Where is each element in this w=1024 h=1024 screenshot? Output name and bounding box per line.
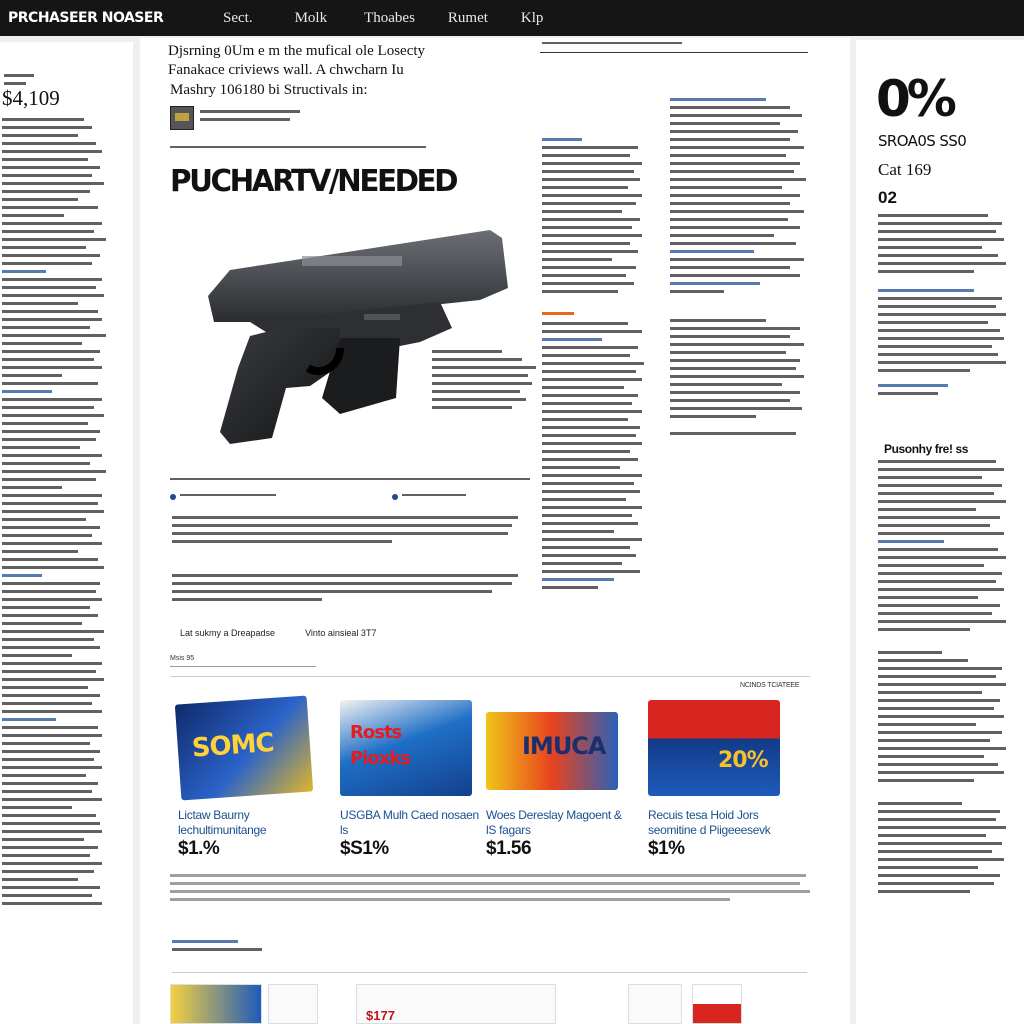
ad-price: $177 (366, 1008, 395, 1023)
promo-percent[interactable]: 0% (876, 70, 953, 128)
left-body-text (2, 118, 110, 910)
article-tags (180, 628, 376, 638)
product-art-text: 20% (718, 748, 768, 773)
article-tag[interactable]: Lat sukmy a Dreapadse (180, 628, 276, 638)
ad-tile[interactable] (268, 984, 318, 1024)
product-box-image[interactable] (648, 700, 780, 796)
product-card[interactable] (340, 694, 480, 864)
right-sidebar (856, 40, 1024, 1024)
product-name[interactable]: Woes Dereslay Magoent & lS fagars (486, 808, 622, 837)
product-art-text: SOMC (190, 727, 275, 764)
accent-rule (542, 312, 574, 315)
product-card[interactable] (486, 694, 626, 864)
main-content (140, 38, 850, 1024)
top-navigation-bar (0, 0, 1024, 36)
right-body-text (878, 214, 1006, 400)
article-subline: Mashry 106180 bi Structivals in: (170, 82, 368, 98)
product-name[interactable]: USGBA Mulh Caed nosaen ls (340, 808, 479, 837)
ad-tile[interactable] (170, 984, 262, 1024)
right-body-text (878, 460, 1006, 898)
top-rule-label (542, 42, 682, 49)
product-art-text: IMUCA (522, 732, 606, 760)
main-nav (208, 10, 543, 27)
nav-item-rumet[interactable]: Rumet (447, 9, 488, 26)
product-card[interactable] (178, 694, 318, 864)
article-paragraph (172, 516, 522, 548)
callout-text (432, 350, 544, 414)
article-paragraph (172, 574, 522, 606)
article-thumbnail[interactable] (170, 106, 194, 130)
section-divider (170, 666, 316, 667)
product-name[interactable]: Recuis tesa Hoid Jors seomitine d Piigeeesevk (648, 808, 771, 837)
products-divider (170, 676, 810, 677)
banner-title: PUCHARTV/NEEDED (170, 164, 457, 199)
product-card[interactable] (648, 694, 788, 864)
image-caption (170, 478, 540, 485)
product-price: $1.% (178, 838, 220, 859)
nav-item-molk[interactable]: Molk (294, 9, 328, 26)
top-divider (540, 52, 808, 53)
product-box-image[interactable] (340, 700, 472, 796)
product-price: $1.56 (486, 838, 532, 859)
product-row (178, 694, 808, 864)
footer-link-text[interactable] (172, 940, 242, 956)
site-logo[interactable]: PRCHASEER NOASER (8, 10, 164, 26)
byline-text[interactable] (402, 494, 482, 501)
footer-text (170, 874, 810, 906)
nav-item-sect[interactable]: Sect. (223, 9, 253, 26)
article-headline[interactable]: Djsrning 0Um e m the mufical ole Losecty Fanakace criviews wall. A chwcharn Iu (168, 43, 426, 78)
thumbnail-caption (200, 110, 320, 126)
article-tag[interactable]: Vinto ainsieal 3T7 (305, 628, 377, 638)
section-label: Msis 95 (170, 655, 195, 662)
far-text-column (670, 98, 810, 440)
product-name[interactable]: Lictaw Baurny lechultimunitange (178, 808, 267, 837)
left-sidebar (0, 42, 133, 1024)
middle-text-column (542, 138, 644, 298)
kicker-line (170, 146, 426, 153)
ad-strip (170, 984, 810, 1024)
left-price: $4,109 (2, 86, 60, 110)
ad-tile[interactable] (628, 984, 682, 1024)
product-price: $S1% (340, 838, 389, 859)
byline-text[interactable] (180, 494, 290, 501)
middle-text-column-b (542, 322, 648, 594)
ad-tile[interactable] (692, 984, 742, 1024)
product-box-image[interactable] (175, 696, 313, 801)
nav-item-thoabes[interactable]: Thoabes (364, 9, 415, 26)
footer-divider (172, 972, 807, 973)
promo-number: 02 (878, 188, 897, 207)
byline-dot-icon (170, 494, 176, 500)
right-section-heading: Pusonhy fre! ss (884, 442, 969, 456)
see-all-link[interactable]: NCINDS TCIATEEE (740, 682, 800, 689)
product-art-text: Rosts Pioxks (350, 722, 411, 769)
product-price: $1% (648, 838, 685, 859)
promo-category: Cat 169 (878, 160, 932, 179)
product-box-image[interactable] (486, 712, 618, 790)
nav-item-klp[interactable]: Klp (520, 9, 544, 26)
promo-subtitle: SROA0S SS0 (878, 132, 967, 150)
byline-dot-icon (392, 494, 398, 500)
